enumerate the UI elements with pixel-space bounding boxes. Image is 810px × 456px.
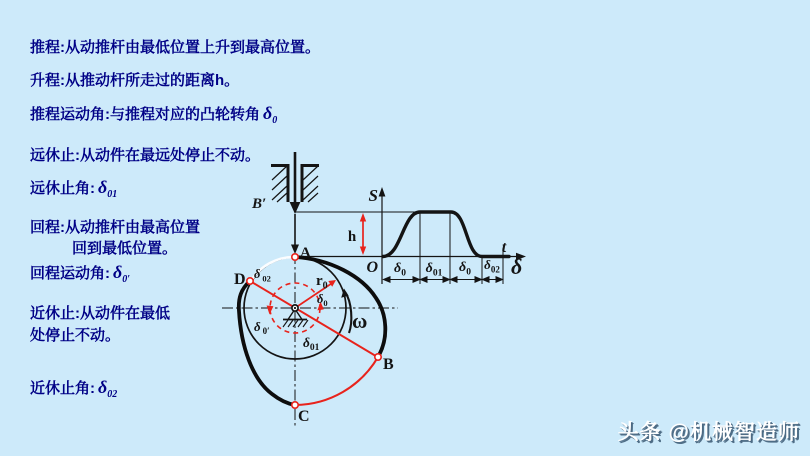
- delta-axis-label: δ: [511, 254, 523, 279]
- marker-d: [247, 278, 253, 284]
- graph-seg2-label: $\delta_{01}$: [425, 261, 443, 279]
- cam-delta01-label: δ01: [303, 335, 320, 353]
- follower-rod: [290, 152, 301, 254]
- definition-return-angle: 回程运动角: $\delta_{0'}$: [30, 262, 131, 285]
- definition-push-angle: 推程运动角:与推程对应的凸轮转角 $\delta_0$: [30, 103, 278, 126]
- definition-near-dwell-line1: 近休止:从动件在最低: [30, 305, 170, 322]
- h-dimension-arrow: [360, 213, 366, 255]
- delta-symbol: δ: [113, 262, 123, 282]
- definition-near-dwell-line2: 处停止不动。: [30, 327, 121, 344]
- definition-return-line1: 回程:从动推杆由最高位置: [30, 219, 200, 236]
- graph-seg1-label: $\delta_0$: [394, 261, 406, 279]
- graph-seg4-label: $\delta_{02}$: [484, 257, 500, 275]
- definition-far-dwell-angle: 远休止角: $\delta_{01}$: [30, 177, 118, 200]
- point-c-label: C: [298, 408, 310, 425]
- far-dwell-arc: [295, 357, 378, 405]
- cam-delta0-prime-label: δ 0′: [254, 319, 270, 336]
- delta-symbol: δ: [98, 377, 108, 397]
- watermark: 头条 @机械智造师: [617, 421, 800, 444]
- cam-delta02-label: δ $_{02}$: [254, 267, 271, 284]
- point-a-label: A: [300, 245, 311, 261]
- return-profile-arc: [239, 281, 295, 405]
- definition-lift: 升程:从推动杆所走过的距离h。: [30, 72, 240, 89]
- definition-push-stroke: 推程:从动推杆由最低位置上升到最高位置。: [30, 39, 320, 56]
- delta-symbol: δ: [98, 177, 108, 197]
- marker-b: [375, 354, 381, 360]
- displacement-curve: [383, 212, 509, 257]
- rod-tip-arrowhead: [291, 245, 299, 255]
- origin-label: O: [366, 259, 378, 276]
- cam-delta0-label: δ0: [317, 292, 328, 308]
- rotation-arrowhead-left: [267, 306, 274, 315]
- definition-return-line2: 回到最低位置。: [72, 240, 178, 257]
- displacement-graph: [295, 186, 526, 284]
- definition-near-dwell-angle: 近休止角: $\delta_{02}$: [30, 377, 118, 400]
- s-axis-arrowhead: [379, 187, 386, 197]
- s-axis-label: S: [368, 186, 378, 205]
- point-b-label: B: [383, 356, 394, 373]
- point-d-label: D: [234, 271, 246, 288]
- graph-seg3-label: $\delta_0$: [459, 260, 471, 278]
- h-label: h: [347, 229, 357, 245]
- definition-far-dwell: 远休止:从动件在最远处停止不动。: [30, 147, 260, 164]
- t-axis-label: t: [501, 239, 507, 256]
- follower-b-prime-label: B′: [252, 196, 267, 212]
- omega-label: ω: [352, 309, 368, 333]
- r0-label: $r_0$: [316, 273, 328, 292]
- marker-a: [292, 254, 298, 260]
- cam-profile: [234, 196, 394, 425]
- delta-symbol: δ: [263, 103, 273, 123]
